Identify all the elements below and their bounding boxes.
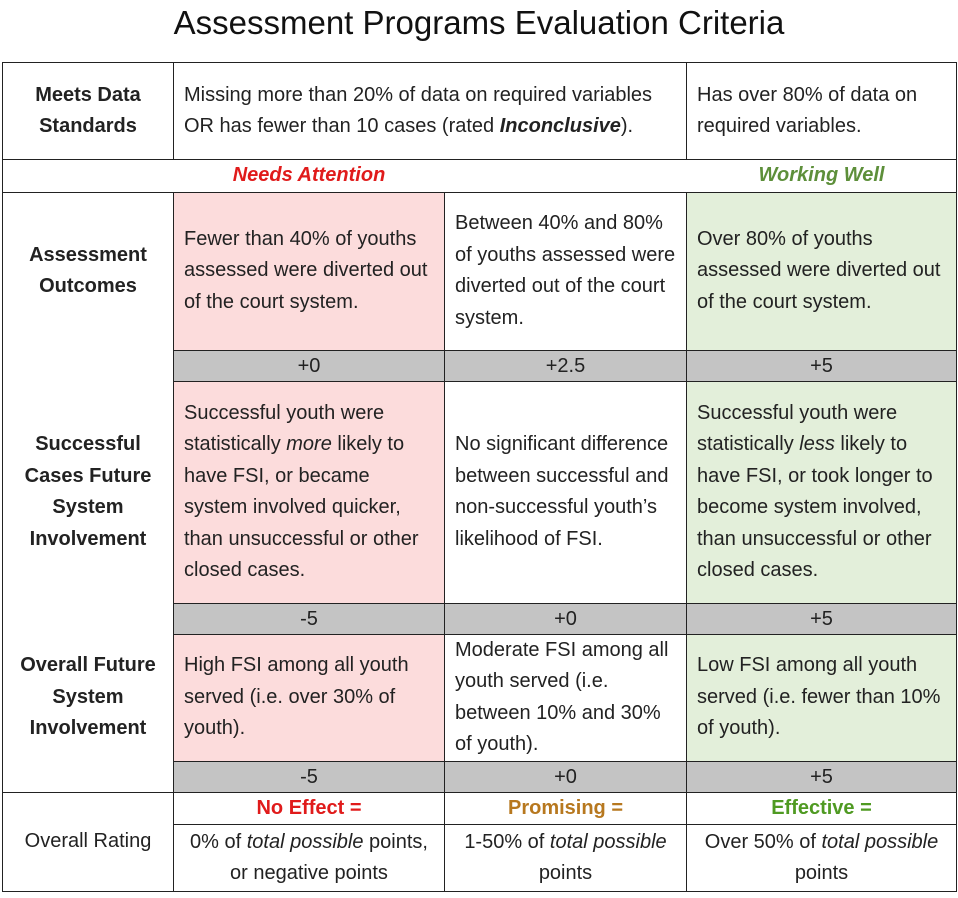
page-title: Assessment Programs Evaluation Criteria	[173, 4, 785, 41]
category-header-row	[3, 160, 957, 193]
score-cell: +0	[445, 603, 687, 634]
no-effect-title: No Effect =	[174, 792, 445, 825]
desc-em: total possible	[549, 830, 667, 853]
overall-scores-row	[3, 761, 957, 792]
score-cell: +0	[445, 761, 687, 792]
successful-needs-cell	[174, 381, 445, 603]
cell-text: Successful youth were statistically	[184, 401, 385, 455]
effective-title: Effective =	[687, 792, 957, 825]
successful-cases-row	[3, 381, 957, 603]
successful-middle-cell: No significant difference between successful and non-successful youth’s likelihood of FSI.	[445, 381, 687, 603]
desc-text: Over 50% of	[704, 830, 822, 853]
overall-needs-cell: High FSI among all youth served (i.e. over 30% of youth).	[174, 634, 445, 761]
desc-text: 1-50% of	[464, 830, 550, 853]
overall-working-cell: Low FSI among all youth served (i.e. fewer than 10% of youth).	[687, 634, 957, 761]
score-cell: +5	[687, 350, 957, 381]
less-text: less	[799, 433, 835, 455]
effective-desc	[687, 825, 957, 892]
desc-text: 0% of	[190, 830, 247, 853]
data-standards-row	[3, 63, 957, 160]
desc-text-end: points	[538, 862, 593, 884]
assessment-outcomes-row	[3, 192, 957, 350]
cell-text: Successful youth were statistically	[697, 401, 898, 455]
score-cell: +2.5	[445, 350, 687, 381]
assessment-scores-row	[3, 350, 957, 381]
assessment-outcomes-label: Assessment Outcomes	[3, 192, 174, 350]
desc-text-end: points	[794, 862, 849, 884]
working-well-header: Working Well	[687, 160, 957, 193]
overall-rating-label: Overall Rating	[3, 792, 174, 892]
data-standards-pass: Has over 80% of data on required variables.	[687, 63, 957, 160]
assessment-needs-cell: Fewer than 40% of youths assessed were diverted out of the court system.	[174, 192, 445, 350]
score-cell: +5	[687, 603, 957, 634]
successful-working-cell	[687, 381, 957, 603]
score-cell: -5	[174, 761, 445, 792]
desc-text-end: points, or negative points	[230, 830, 428, 884]
overall-middle-cell: Moderate FSI among all youth served (i.e. between 10% and 30% of youth).	[445, 634, 687, 761]
successful-scores-row	[3, 603, 957, 634]
assessment-working-cell: Over 80% of youths assessed were diverted out of the court system.	[687, 192, 957, 350]
fail-text: Missing more than 20% of data on required variables OR has fewer than 10 cases (rated	[184, 83, 653, 137]
score-cell: -5	[174, 603, 445, 634]
desc-em: total possible	[821, 830, 939, 853]
desc-em: total possible	[246, 830, 364, 853]
cell-text-end: likely to have FSI, or became system involved quicker, than unsuccessful or other closed cases.	[184, 433, 419, 581]
assessment-middle-cell: Between 40% and 80% of youths assessed were diverted out of the court system.	[445, 192, 687, 350]
successful-cases-label: Successful Cases Future System Involvement	[3, 381, 174, 603]
overall-fsi-row	[3, 634, 957, 761]
cell-text-end: likely to have FSI, or took longer to become system involved, than unsuccessful or other closed cases.	[697, 433, 933, 581]
more-text: more	[286, 433, 332, 455]
promising-title: Promising =	[445, 792, 687, 825]
overall-fsi-label: Overall Future System Involvement	[3, 634, 174, 761]
fail-text-end: ).	[620, 115, 634, 137]
promising-desc	[445, 825, 687, 892]
data-standards-fail	[174, 63, 687, 160]
score-cell: +5	[687, 761, 957, 792]
data-standards-label: Meets Data Standards	[3, 63, 174, 160]
rating-title-row	[3, 792, 957, 825]
needs-attention-header: Needs Attention	[174, 160, 445, 193]
no-effect-desc	[174, 825, 445, 892]
score-cell: +0	[174, 350, 445, 381]
inconclusive-text: Inconclusive	[499, 115, 621, 137]
criteria-table	[2, 62, 957, 892]
